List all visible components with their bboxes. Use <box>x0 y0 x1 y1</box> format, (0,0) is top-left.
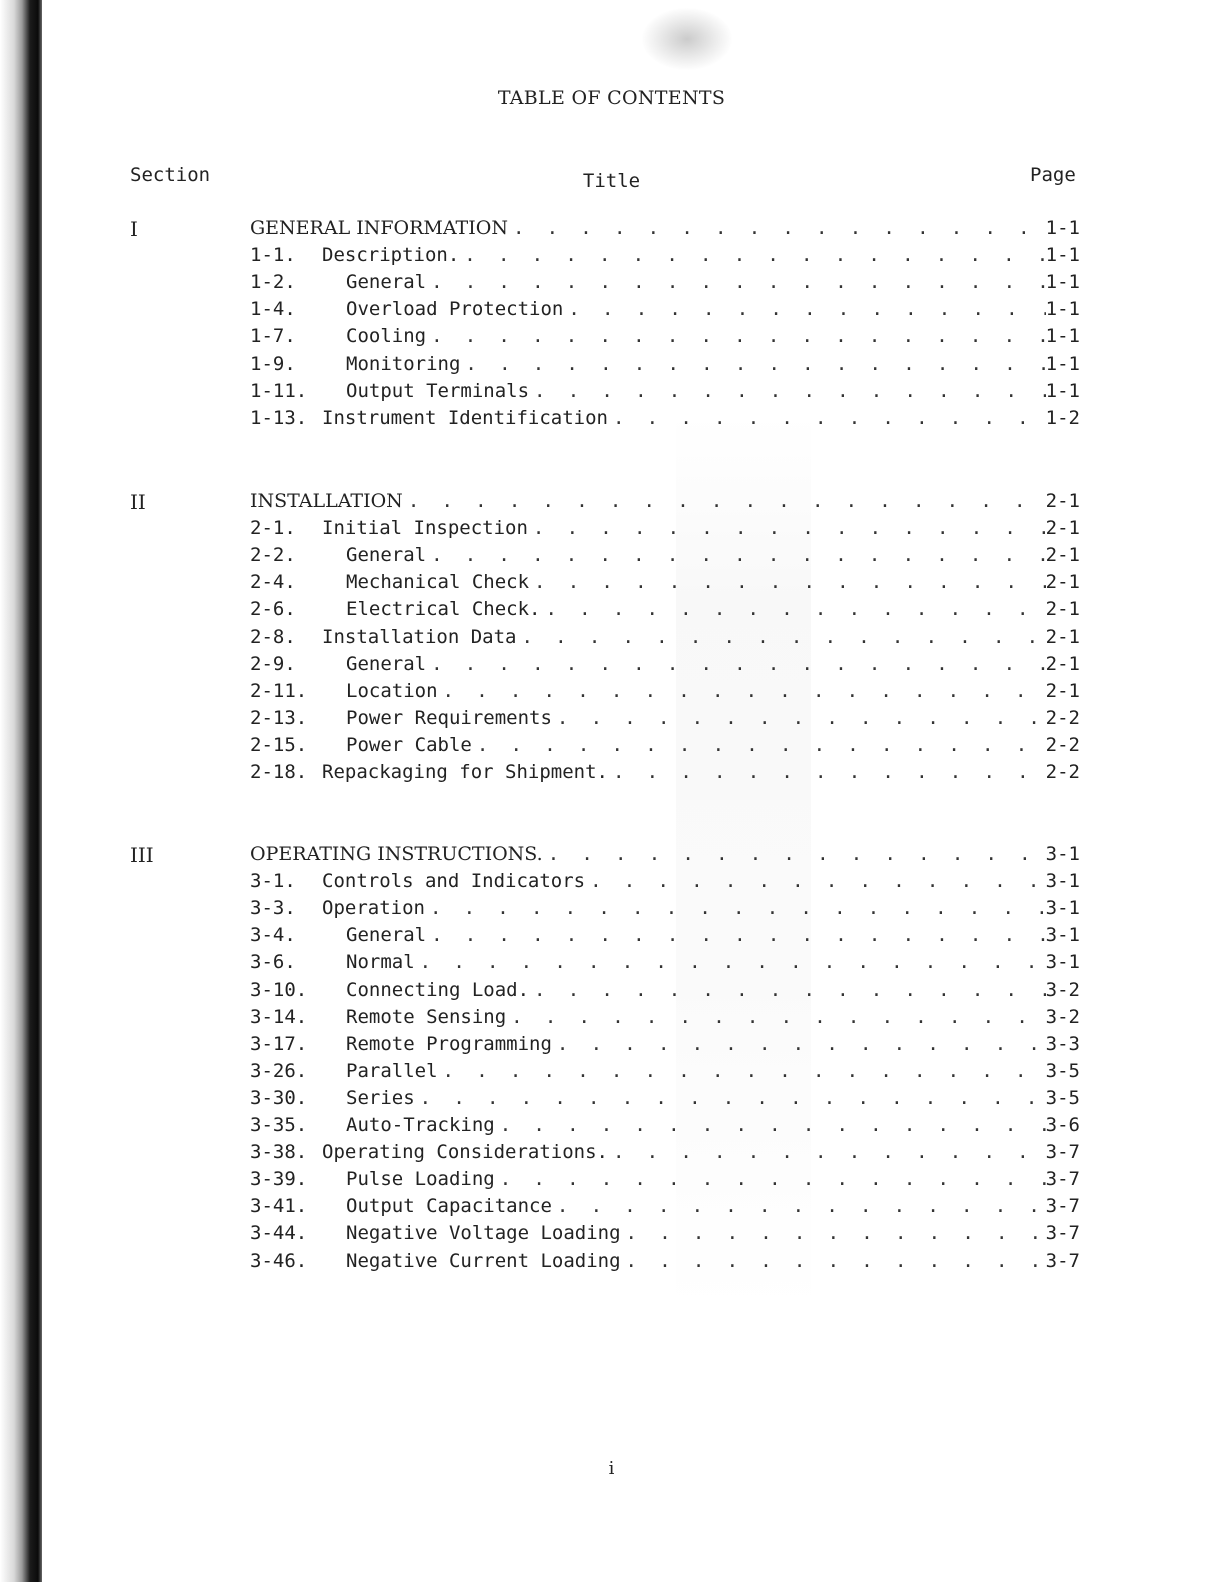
toc-entry <box>250 1141 1080 1168</box>
toc-entry <box>250 1033 1080 1060</box>
toc-entry-number: 3-6. <box>250 951 296 974</box>
toc-entry-page: 2-1 <box>1045 652 1080 675</box>
dot-leader <box>608 761 1046 783</box>
toc-entry-title: Negative Voltage Loading <box>346 1222 621 1245</box>
column-header-section: Section <box>130 164 211 186</box>
section-label: I <box>130 217 138 241</box>
page-title: TABLE OF CONTENTS <box>497 87 726 109</box>
dot-leader <box>529 979 1046 1001</box>
toc-entry-title: Location <box>346 679 438 702</box>
toc-entry-title: Parallel <box>346 1059 438 1082</box>
toc-entry <box>250 707 1080 734</box>
toc-entry <box>250 951 1080 978</box>
dot-leader <box>426 544 1046 566</box>
toc-entry-page: 1-1 <box>1045 217 1080 239</box>
toc-entry-title: Remote Sensing <box>346 1005 507 1028</box>
toc-entry-page: 1-1 <box>1045 379 1080 402</box>
toc-entry-number: 1-7. <box>250 325 296 348</box>
toc-entry-page: 2-1 <box>1045 679 1080 702</box>
toc-entry-page: 3-1 <box>1045 870 1080 893</box>
toc-entry <box>250 870 1080 897</box>
toc-entry-title: Output Capacitance <box>346 1195 552 1218</box>
toc-entry-page: 3-7 <box>1045 1249 1080 1272</box>
toc-entry-title: Instrument Identification <box>322 406 608 429</box>
toc-entry-page: 3-1 <box>1045 843 1080 865</box>
dot-leader <box>472 734 1046 756</box>
toc-entry-title: Installation Data <box>322 625 517 648</box>
toc-entry-title: Overload Protection <box>346 298 564 321</box>
toc-entry-number: 3-10. <box>250 978 308 1001</box>
toc-entry <box>250 1195 1080 1222</box>
toc-entry <box>250 680 1080 707</box>
toc-entry-number: 2-8. <box>250 625 296 648</box>
page-number: i <box>608 1458 615 1479</box>
toc-entry-title: General <box>346 652 427 675</box>
toc-entry <box>250 298 1080 325</box>
toc-entry-title: Cooling <box>346 325 427 348</box>
toc-entry-title: Remote Programming <box>346 1032 552 1055</box>
toc-entry-page: 1-1 <box>1045 298 1080 321</box>
toc-entry-page: 3-7 <box>1045 1222 1080 1245</box>
toc-entry-number: 3-35. <box>250 1114 308 1136</box>
dot-leader <box>438 1060 1046 1082</box>
toc-entry-page: 2-1 <box>1045 544 1080 567</box>
dot-leader <box>506 1006 1046 1028</box>
toc-entry-page: 1-1 <box>1045 325 1080 348</box>
toc-entry-title: Power Cable <box>346 733 472 756</box>
toc-entry <box>250 1006 1080 1033</box>
toc-entry <box>250 734 1080 761</box>
toc-entry-number: 2-6. <box>250 598 296 621</box>
toc-entry <box>250 626 1080 653</box>
toc-entry-number: 3-14. <box>250 1005 308 1028</box>
toc-entry-number: 2-18. <box>250 761 308 783</box>
toc-entry <box>250 1168 1080 1195</box>
dot-leader <box>415 1087 1046 1109</box>
toc-entry <box>250 897 1080 924</box>
toc-entry <box>250 1250 1080 1277</box>
toc-entry-number: 2-11. <box>250 679 308 702</box>
toc-entry-title: General <box>346 271 427 294</box>
toc-entry-page: 2-1 <box>1045 517 1080 540</box>
toc-entry-title: OPERATING INSTRUCTIONS. <box>250 843 543 865</box>
toc-entry-page: 3-1 <box>1045 897 1080 920</box>
toc-entry-title: Operating Considerations. <box>322 1141 608 1164</box>
section-label: II <box>130 490 146 514</box>
toc-entry <box>250 1087 1080 1114</box>
toc-entry-page: 1-1 <box>1045 352 1080 375</box>
dot-leader <box>495 1114 1046 1136</box>
toc-section-heading <box>250 843 1080 870</box>
toc-entry <box>250 761 1080 788</box>
scan-smudge <box>642 8 732 70</box>
toc-entry-title: Operation <box>322 897 425 920</box>
dot-leader <box>508 217 1046 239</box>
toc-entry-page: 2-1 <box>1045 490 1080 512</box>
toc-section-heading <box>250 217 1080 244</box>
toc-entry-title: Connecting Load. <box>346 978 530 1001</box>
toc-entry-number: 1-2. <box>250 271 296 294</box>
toc-entry <box>250 924 1080 951</box>
dot-leader <box>552 1033 1046 1055</box>
dot-leader <box>426 653 1046 675</box>
toc-entry-number: 3-4. <box>250 924 296 947</box>
toc-entry-title: Power Requirements <box>346 706 552 729</box>
toc-entry <box>250 598 1080 625</box>
dot-leader <box>403 490 1046 512</box>
toc-entry-number: 3-3. <box>250 897 296 920</box>
toc-entry-page: 3-2 <box>1045 1005 1080 1028</box>
dot-leader <box>438 680 1046 702</box>
toc-entry-title: Monitoring <box>346 352 461 375</box>
toc-entry <box>250 517 1080 544</box>
toc-entry-title: General <box>346 924 427 947</box>
toc-entry-number: 2-15. <box>250 733 308 756</box>
toc-entry-number: 1-11. <box>250 379 308 402</box>
toc-entry-title: Description. <box>322 244 460 267</box>
toc-entry <box>250 353 1080 380</box>
toc-entry-page: 3-1 <box>1045 951 1080 974</box>
toc-entry-title: Electrical Check. <box>346 598 541 621</box>
toc-entry <box>250 653 1080 680</box>
dot-leader <box>608 1141 1046 1163</box>
toc-entry-page: 2-1 <box>1045 571 1080 594</box>
toc-entry-page: 1-1 <box>1045 244 1080 267</box>
dot-leader <box>585 870 1046 892</box>
toc-entry <box>250 544 1080 571</box>
toc-entry <box>250 1114 1080 1141</box>
dot-leader <box>529 380 1046 402</box>
toc-entry-title: Initial Inspection <box>322 517 528 540</box>
toc-entry-page: 3-7 <box>1045 1141 1080 1164</box>
toc-entry-number: 3-46. <box>250 1249 308 1272</box>
toc-entry-page: 2-2 <box>1045 733 1080 756</box>
toc-entry-page: 3-1 <box>1045 924 1080 947</box>
dot-leader <box>460 353 1045 375</box>
dot-leader <box>528 517 1046 539</box>
toc-entry-title: General <box>346 544 427 567</box>
toc-entry-title: Auto-Tracking <box>346 1114 495 1136</box>
toc-entry-number: 1-9. <box>250 352 296 375</box>
dot-leader <box>516 626 1045 648</box>
toc-entry-number: 2-2. <box>250 544 296 567</box>
toc-entry <box>250 571 1080 598</box>
toc-entry-page: 1-2 <box>1045 406 1080 429</box>
toc-entry-page: 3-6 <box>1045 1114 1080 1136</box>
toc-entry-title: Repackaging for Shipment. <box>322 761 608 783</box>
scan-binding-edge <box>0 0 42 1582</box>
toc-entry-number: 1-4. <box>250 298 296 321</box>
toc-entry-number: 3-17. <box>250 1032 308 1055</box>
toc-entry-page: 3-2 <box>1045 978 1080 1001</box>
toc-entry-number: 3-38. <box>250 1141 308 1164</box>
toc-entry-page: 3-7 <box>1045 1195 1080 1218</box>
dot-leader <box>415 951 1046 973</box>
toc-entry-number: 3-30. <box>250 1086 308 1109</box>
toc-entry <box>250 407 1080 434</box>
toc-entry-title: INSTALLATION <box>250 490 403 512</box>
toc-entry-page: 2-1 <box>1045 625 1080 648</box>
toc-entry-number: 2-4. <box>250 571 296 594</box>
toc-entry <box>250 979 1080 1006</box>
toc-entry-title: Output Terminals <box>346 379 530 402</box>
toc-entry-page: 2-2 <box>1045 761 1080 783</box>
toc-entry-title: Normal <box>346 951 415 974</box>
toc-section-heading <box>250 490 1080 517</box>
toc-entry-number: 1-13. <box>250 406 308 429</box>
toc-entry <box>250 271 1080 298</box>
toc-entry-title: GENERAL INFORMATION <box>250 217 508 239</box>
toc-entry-title: Mechanical Check <box>346 571 530 594</box>
toc-entry-page: 2-2 <box>1045 706 1080 729</box>
dot-leader <box>425 897 1046 919</box>
dot-leader <box>552 707 1046 729</box>
toc-entry-page: 1-1 <box>1045 271 1080 294</box>
toc-entry-number: 2-1. <box>250 517 296 540</box>
toc-entry-number: 3-39. <box>250 1168 308 1191</box>
toc-entry-page: 2-1 <box>1045 598 1080 621</box>
toc-entry-page: 3-5 <box>1045 1059 1080 1082</box>
dot-leader <box>426 924 1046 946</box>
toc-entry-title: Series <box>346 1086 415 1109</box>
toc-entry-number: 3-1. <box>250 870 296 893</box>
column-header-title: Title <box>582 170 641 192</box>
toc-entry-number: 2-9. <box>250 652 296 675</box>
dot-leader <box>621 1250 1046 1272</box>
toc-entry-page: 3-5 <box>1045 1086 1080 1109</box>
dot-leader <box>608 407 1046 429</box>
toc-entry-page: 3-3 <box>1045 1032 1080 1055</box>
dot-leader <box>426 271 1046 293</box>
toc-entry <box>250 244 1080 271</box>
dot-leader <box>540 598 1045 620</box>
toc-entry <box>250 1222 1080 1249</box>
toc-entry <box>250 325 1080 352</box>
column-header-page: Page <box>1030 164 1076 186</box>
toc-entry <box>250 1060 1080 1087</box>
dot-leader <box>529 571 1046 593</box>
dot-leader <box>426 325 1046 347</box>
toc-entry-number: 1-1. <box>250 244 296 267</box>
toc-entry <box>250 380 1080 407</box>
toc-entry-number: 3-26. <box>250 1059 308 1082</box>
toc-entry-title: Negative Current Loading <box>346 1249 621 1272</box>
dot-leader <box>552 1195 1046 1217</box>
toc-entry-page: 3-7 <box>1045 1168 1080 1191</box>
toc-entry-title: Controls and Indicators <box>322 870 586 893</box>
toc-entry-title: Pulse Loading <box>346 1168 495 1191</box>
dot-leader <box>459 244 1045 266</box>
toc-entry-number: 2-13. <box>250 706 308 729</box>
dot-leader <box>621 1222 1046 1244</box>
dot-leader <box>563 298 1045 320</box>
dot-leader <box>543 843 1046 865</box>
dot-leader <box>495 1168 1046 1190</box>
toc-entry-number: 3-41. <box>250 1195 308 1218</box>
toc-entry-number: 3-44. <box>250 1222 308 1245</box>
section-label: III <box>130 843 154 867</box>
